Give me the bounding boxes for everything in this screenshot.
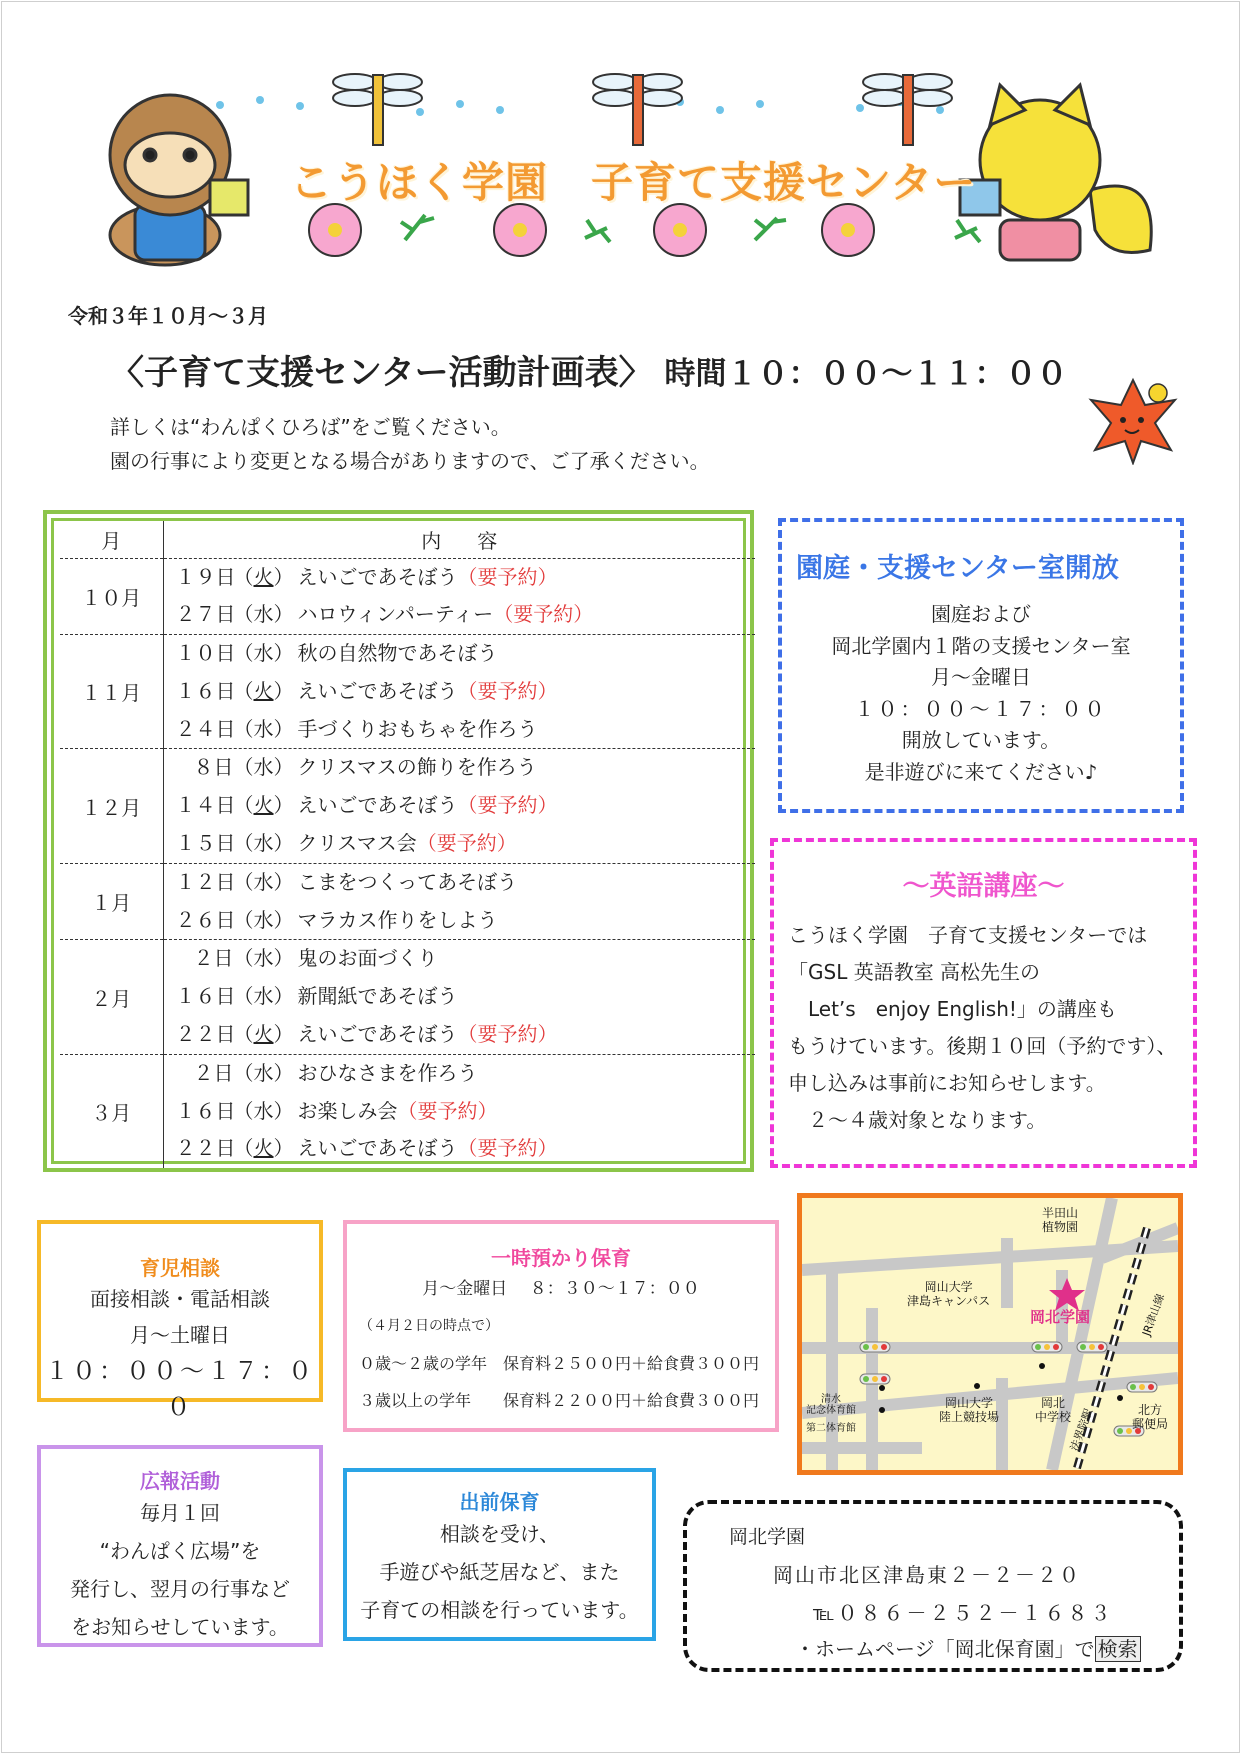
event-title: マラカス作りをしよう bbox=[297, 907, 498, 932]
address-street: 岡山市北区津島東２－２－２０ bbox=[773, 1563, 1081, 1587]
event-title: 秋の自然物であそぼう bbox=[297, 641, 498, 666]
english-course-line: ２～４歳対象となります。 bbox=[788, 1108, 1047, 1132]
schedule-month: １０月 bbox=[60, 558, 163, 635]
publicity-line: をお知らせしています。 bbox=[71, 1615, 289, 1639]
event-title: ハロウィンパーティー bbox=[297, 602, 494, 627]
reservation-required: （要予約） bbox=[397, 1098, 498, 1123]
schedule-event bbox=[164, 940, 756, 978]
reservation-required: （要予約） bbox=[457, 1136, 558, 1161]
event-day: １６日 bbox=[175, 1098, 236, 1123]
schedule-event bbox=[164, 749, 756, 787]
schedule-table bbox=[43, 510, 754, 1172]
schedule-event bbox=[164, 596, 756, 634]
outreach-care-title: 出前保育 bbox=[459, 1490, 540, 1514]
parenting-consultation-hours: １０：００～１７：００ bbox=[45, 1357, 315, 1421]
event-weekday: （水） bbox=[233, 946, 294, 971]
event-weekday: （水） bbox=[233, 869, 294, 894]
english-course-box bbox=[770, 838, 1197, 1168]
event-weekday-value: 水 bbox=[253, 831, 274, 856]
schedule-event bbox=[164, 559, 756, 597]
event-weekday-value: 水 bbox=[253, 716, 274, 741]
map-label-gym: 清水 記念体育館 bbox=[806, 1394, 856, 1416]
event-title: クリスマス会 bbox=[297, 831, 417, 856]
event-day: １２日 bbox=[175, 869, 236, 894]
temporary-care-note: （４月２日の時点で） bbox=[359, 1318, 499, 1334]
map-label-station: 法界院駅 bbox=[1067, 1406, 1096, 1453]
english-course-line: 申し込みは事前にお知らせします。 bbox=[788, 1071, 1106, 1095]
fox-mascot-icon bbox=[960, 85, 1151, 260]
event-title: えいごであそぼう bbox=[297, 564, 458, 589]
page-title bbox=[110, 345, 1067, 394]
schedule-events bbox=[163, 1054, 755, 1168]
event-weekday: （火） bbox=[233, 678, 294, 703]
reservation-required: （要予約） bbox=[457, 564, 558, 589]
event-weekday-value: 火 bbox=[253, 793, 274, 818]
schedule-event bbox=[164, 635, 756, 673]
schedule-month: １月 bbox=[60, 863, 163, 940]
event-day: ２４日 bbox=[175, 716, 236, 741]
schedule-month: ３月 bbox=[60, 1054, 163, 1168]
open-facility-title: 園庭・支援センター室開放 bbox=[796, 553, 1119, 584]
reservation-required: （要予約） bbox=[457, 678, 558, 703]
open-facility-line: 園庭および bbox=[931, 602, 1031, 626]
parenting-consultation-days: 月～土曜日 bbox=[130, 1323, 230, 1347]
map-label-botanical: 半田山 植物園 bbox=[1042, 1206, 1079, 1234]
event-day: ２６日 bbox=[175, 907, 236, 932]
event-weekday: （水） bbox=[233, 716, 294, 741]
intro-line: 詳しくは“わんぱくひろば”をご覧ください。 bbox=[110, 415, 511, 439]
map-label-stadium: 岡山大学 陸上競技場 bbox=[939, 1396, 1000, 1424]
schedule-event bbox=[164, 1016, 756, 1054]
open-facility-line: 岡北学園内１階の支援センター室 bbox=[831, 633, 1131, 658]
schedule-row bbox=[60, 940, 755, 1054]
column-header-content: 内容 bbox=[163, 521, 755, 558]
reservation-required: （要予約） bbox=[457, 1022, 558, 1047]
event-title: おひなさまを作ろう bbox=[297, 1060, 478, 1085]
english-course-line: 「GSL 英語教室 高松先生の bbox=[788, 960, 1041, 984]
open-facility-box bbox=[778, 518, 1184, 813]
outreach-care-box bbox=[343, 1468, 656, 1641]
event-weekday: （火） bbox=[233, 1136, 294, 1161]
homepage-line bbox=[795, 1630, 1141, 1668]
schedule-event bbox=[164, 902, 756, 940]
column-header-month: 月 bbox=[60, 521, 163, 558]
address-phone: ℡０８６－２５２－１６８３ bbox=[813, 1601, 1114, 1625]
schedule-event bbox=[164, 864, 756, 902]
event-day: ２２日 bbox=[175, 1136, 236, 1161]
publicity-line: 毎月１回 bbox=[140, 1501, 220, 1525]
map-roads bbox=[802, 1198, 1178, 1470]
event-title: 新聞紙であそぼう bbox=[297, 984, 458, 1009]
reservation-required: （要予約） bbox=[416, 831, 517, 856]
map-label-school: 岡北学園 bbox=[1030, 1308, 1091, 1326]
schedule-events bbox=[163, 635, 755, 749]
event-weekday: （水） bbox=[233, 1098, 294, 1123]
event-weekday-value: 火 bbox=[253, 564, 274, 589]
english-course-line: こうほく学園 子育て支援センターでは bbox=[788, 923, 1148, 947]
maple-leaf-mascot-icon bbox=[1083, 375, 1183, 465]
schedule-row bbox=[60, 558, 755, 635]
schedule-event bbox=[164, 673, 756, 711]
header-banner bbox=[80, 60, 1165, 275]
event-day: １４日 bbox=[175, 793, 236, 818]
event-title: えいごであそぼう bbox=[297, 1136, 458, 1161]
english-course-title: ～英語講座～ bbox=[902, 871, 1065, 902]
temporary-care-fee: ０歳～２歳の学年 保育料２５００円＋給食費３００円 bbox=[359, 1354, 760, 1373]
publicity-title: 広報活動 bbox=[140, 1469, 220, 1493]
event-title: お楽しみ会 bbox=[297, 1098, 398, 1123]
schedule-event bbox=[164, 978, 756, 1016]
parenting-consultation-title: 育児相談 bbox=[140, 1256, 220, 1280]
schedule-event bbox=[164, 1130, 756, 1168]
event-day: ２７日 bbox=[175, 602, 236, 627]
event-weekday: （水） bbox=[233, 984, 294, 1009]
schedule-row bbox=[60, 749, 755, 863]
event-day: １６日 bbox=[175, 984, 236, 1009]
event-weekday-value: 水 bbox=[253, 1060, 274, 1085]
homepage-text: ・ホームページ「岡北保育園」で bbox=[795, 1637, 1095, 1661]
event-weekday: （水） bbox=[233, 831, 294, 856]
event-title: こまをつくってあそぼう bbox=[297, 869, 518, 894]
schedule-event bbox=[164, 825, 756, 863]
event-weekday-value: 水 bbox=[253, 641, 274, 666]
event-weekday-value: 水 bbox=[253, 602, 274, 627]
temporary-care-fee: ３歳以上の学年 保育料２２００円＋給食費３００円 bbox=[359, 1391, 760, 1410]
english-course-body bbox=[774, 917, 1193, 1139]
schedule-event bbox=[164, 711, 756, 749]
map-label-junior-high: 岡北 中学校 bbox=[1035, 1396, 1072, 1424]
event-weekday-value: 火 bbox=[253, 678, 274, 703]
open-facility-line: 是非遊びに来てください♪ bbox=[864, 759, 1098, 784]
publicity-line: “わんぱく広場”を bbox=[99, 1539, 261, 1563]
activity-time: 時間１０：００～１１：００ bbox=[664, 356, 1068, 392]
reservation-required: （要予約） bbox=[457, 793, 558, 818]
event-weekday: （水） bbox=[233, 602, 294, 627]
open-facility-line: 開放しています。 bbox=[901, 728, 1061, 752]
schedule-row bbox=[60, 635, 755, 749]
event-weekday: （水） bbox=[233, 1060, 294, 1085]
schedule-events bbox=[163, 940, 755, 1054]
event-title: 鬼のお面づくり bbox=[297, 946, 438, 971]
parenting-consultation-box bbox=[37, 1220, 323, 1421]
english-course-line: もうけています。後期１０回（予約です）、 bbox=[788, 1034, 1177, 1058]
event-weekday-value: 火 bbox=[253, 1022, 274, 1047]
schedule-body bbox=[60, 558, 755, 1168]
schedule-month: １２月 bbox=[60, 749, 163, 863]
schedule-event bbox=[164, 1055, 756, 1093]
outreach-care-line: 手遊びや紙芝居など、また bbox=[379, 1560, 620, 1584]
event-day: １９日 bbox=[175, 564, 236, 589]
schedule-events bbox=[163, 749, 755, 863]
event-weekday: （火） bbox=[233, 1022, 294, 1047]
event-weekday: （水） bbox=[233, 755, 294, 780]
event-day: ２２日 bbox=[175, 1022, 236, 1047]
event-day: １０日 bbox=[175, 641, 236, 666]
event-weekday: （水） bbox=[233, 907, 294, 932]
event-day: ２日 bbox=[193, 946, 234, 971]
parenting-consultation-type: 面接相談・電話相談 bbox=[90, 1287, 270, 1311]
publicity-line: 発行し、翌月の行事など bbox=[70, 1577, 290, 1601]
schedule-month: １１月 bbox=[60, 635, 163, 749]
schedule-row bbox=[60, 863, 755, 940]
map-label-gym2: 第二体育館 bbox=[806, 1423, 856, 1434]
event-weekday: （水） bbox=[233, 641, 294, 666]
date-range: 令和３年１０月～３月 bbox=[68, 304, 268, 328]
schedule-events bbox=[163, 558, 755, 635]
page-title-text: 〈子育て支援センター活動計画表〉 bbox=[110, 353, 653, 393]
search-button[interactable]: 検索 bbox=[1095, 1636, 1141, 1662]
schedule-event bbox=[164, 1093, 756, 1131]
address-box bbox=[683, 1500, 1183, 1672]
temporary-care-title: 一時預かり保育 bbox=[491, 1246, 631, 1270]
open-facility-hours: １０：００～１７：００ bbox=[854, 696, 1108, 721]
event-day: ８日 bbox=[193, 755, 234, 780]
schedule-month: ２月 bbox=[60, 940, 163, 1054]
intro-text bbox=[110, 410, 710, 478]
event-day: ２日 bbox=[193, 1060, 234, 1085]
event-weekday: （火） bbox=[233, 793, 294, 818]
schedule-event bbox=[164, 787, 756, 825]
event-weekday: （火） bbox=[233, 564, 294, 589]
event-weekday-value: 水 bbox=[253, 946, 274, 971]
event-day: １５日 bbox=[175, 831, 236, 856]
reservation-required: （要予約） bbox=[493, 602, 594, 627]
schedule-inner bbox=[51, 518, 746, 1164]
event-weekday-value: 水 bbox=[253, 1098, 274, 1123]
access-map bbox=[797, 1193, 1183, 1475]
schedule-events bbox=[163, 863, 755, 940]
banner-title: こうほく学園 子育て支援センター bbox=[290, 158, 977, 207]
temporary-care-box bbox=[343, 1220, 779, 1432]
event-weekday-value: 水 bbox=[253, 984, 274, 1009]
outreach-care-line: 相談を受け、 bbox=[439, 1522, 560, 1546]
temporary-care-hours: 月～金曜日 ８：３０～１７：００ bbox=[422, 1279, 700, 1299]
outreach-care-line: 子育ての相談を行っています。 bbox=[360, 1598, 639, 1622]
event-weekday-value: 水 bbox=[253, 755, 274, 780]
event-title: 手づくりおもちゃを作ろう bbox=[297, 716, 538, 741]
intro-line: 園の行事により変更となる場合がありますので、ご了承ください。 bbox=[110, 449, 710, 473]
schedule-row bbox=[60, 1054, 755, 1168]
map-label-university: 岡山大学 津島キャンパス bbox=[907, 1280, 991, 1308]
event-weekday-value: 水 bbox=[253, 907, 274, 932]
open-facility-line: 月～金曜日 bbox=[931, 665, 1031, 689]
event-weekday-value: 水 bbox=[253, 869, 274, 894]
event-day: １６日 bbox=[175, 678, 236, 703]
address-name: 岡北学園 bbox=[729, 1526, 806, 1548]
publicity-box bbox=[37, 1445, 323, 1647]
map-label-post: 北方 郵便局 bbox=[1132, 1403, 1169, 1431]
tanuki-mascot-icon bbox=[110, 95, 248, 265]
event-title: えいごであそぼう bbox=[297, 678, 458, 703]
map-label-line: JR津山線 bbox=[1139, 1291, 1168, 1338]
event-weekday-value: 火 bbox=[253, 1136, 274, 1161]
event-title: えいごであそぼう bbox=[297, 793, 458, 818]
english-course-line: Let’s enjoy English!」の講座も bbox=[788, 997, 1117, 1021]
event-title: えいごであそぼう bbox=[297, 1022, 458, 1047]
schedule-grid bbox=[60, 521, 755, 1168]
event-title: クリスマスの飾りを作ろう bbox=[297, 755, 537, 780]
